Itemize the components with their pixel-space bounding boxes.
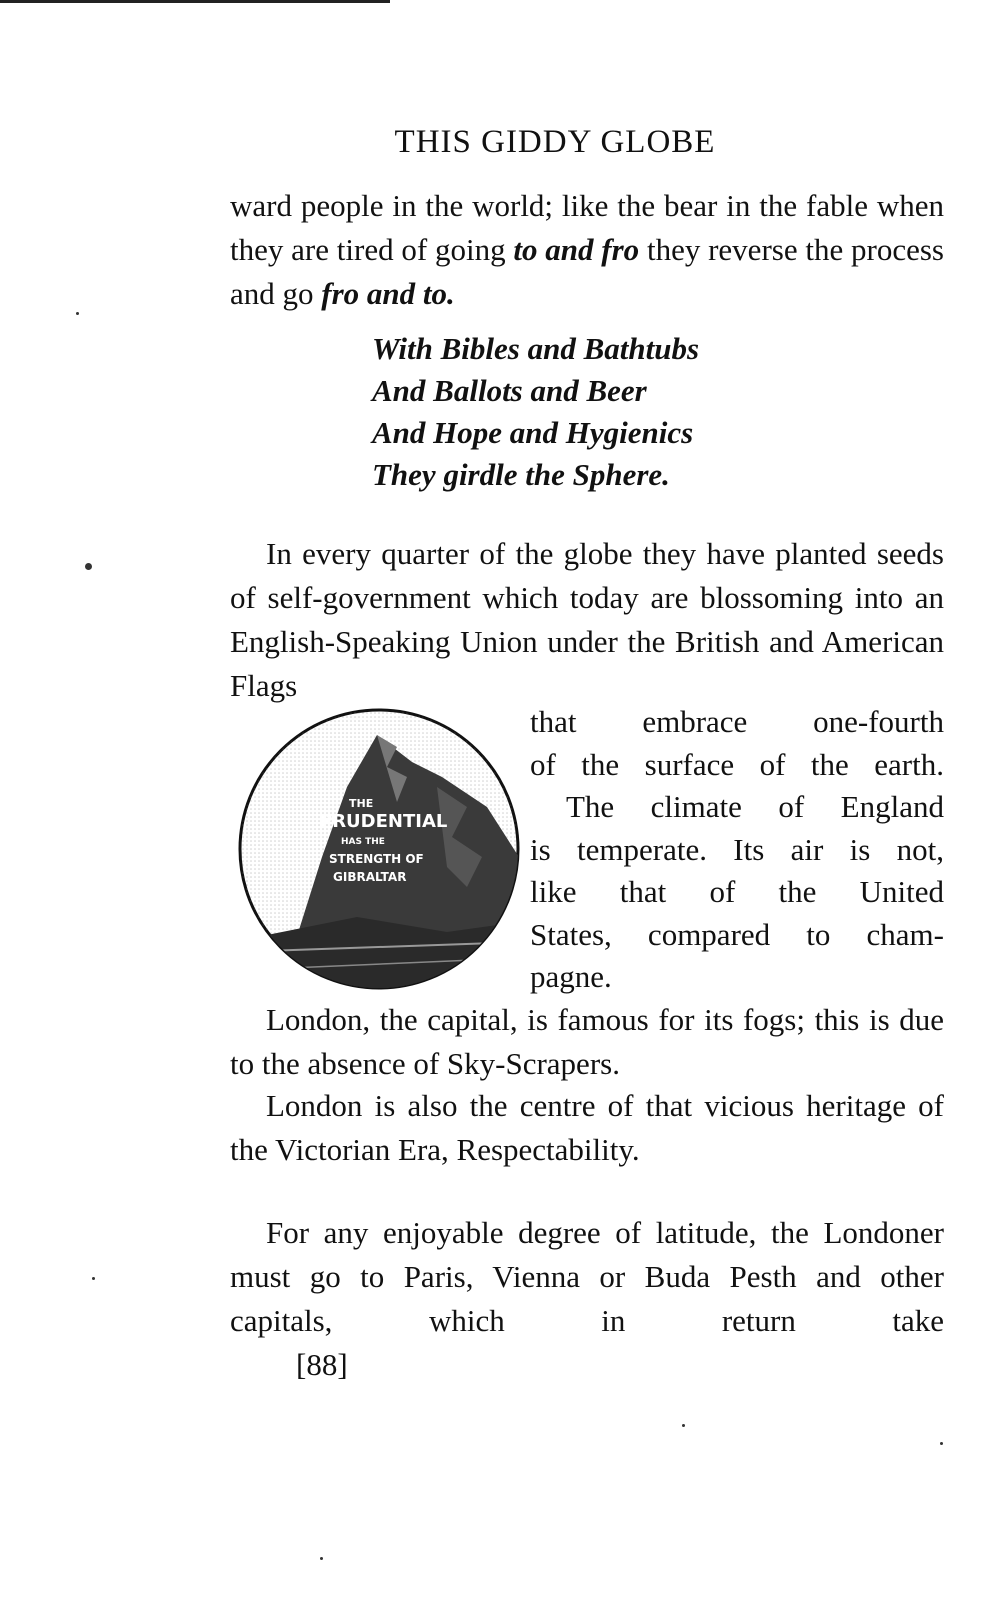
page-number: [88]	[296, 1347, 348, 1382]
print-speck	[320, 1557, 323, 1560]
para1-text-a: ward people in the world; like the bear in the fable when they are tired of going	[230, 188, 944, 267]
wrap-line: is temperate. Its air is not,	[530, 831, 944, 867]
top-rule	[0, 0, 390, 3]
wrap-line: pagne.	[530, 959, 612, 994]
emblem-text-line: HAS THE	[341, 837, 385, 847]
print-speck	[85, 563, 92, 570]
paragraph-5: For any enjoyable degree of latitude, the Londoner must go to Paris, Vienna or Buda Pesth and other capitals, which in return take	[230, 1215, 944, 1338]
para1-emphasis-b: fro and to.	[321, 276, 455, 311]
print-speck	[940, 1442, 943, 1445]
paragraph-4: London is also the centre of that vicious heritage of the Victorian Era, Respectability.	[230, 1088, 944, 1167]
wrap-line: like that of the United	[530, 874, 944, 909]
paragraph-2: In every quarter of the globe they have planted seeds of self-government which today are blossoming into an English-Speaking Union under the British and American Flags	[230, 536, 944, 703]
para1-emphasis-a: to and fro	[513, 232, 640, 267]
wrap-line: of the surface of the earth.	[530, 746, 944, 782]
poem-line: They girdle the Sphere.	[372, 457, 670, 492]
paragraph-1	[230, 184, 944, 316]
poem-line: And Ballots and Beer	[372, 373, 647, 408]
print-speck	[92, 1277, 95, 1280]
gibraltar-emblem	[237, 707, 522, 992]
para1-text-b: they reverse the process and go	[230, 232, 944, 311]
paragraph-3: London, the capital, is famous for its fogs; this is due to the absence of Sky-Scrapers.	[230, 1002, 944, 1081]
poem-line: With Bibles and Bathtubs	[372, 331, 700, 366]
poem-line: And Hope and Hygienics	[372, 415, 694, 450]
emblem-text-line: THE	[349, 797, 374, 810]
print-speck	[682, 1424, 685, 1427]
emblem-text-line: GIBRALTAR	[333, 870, 407, 884]
wrap-line: that embrace one-fourth	[530, 704, 944, 739]
wrap-line: The climate of England	[566, 789, 944, 824]
running-title: THIS GIDDY GLOBE	[394, 124, 716, 160]
wrapped-paragraph	[530, 701, 944, 999]
emblem-text-line: PRUDENTIAL	[319, 811, 448, 832]
poem-verse	[372, 328, 699, 496]
emblem-text-line: STRENGTH OF	[329, 852, 424, 866]
print-speck	[76, 312, 79, 315]
wrap-line: States, compared to cham-	[530, 916, 944, 952]
